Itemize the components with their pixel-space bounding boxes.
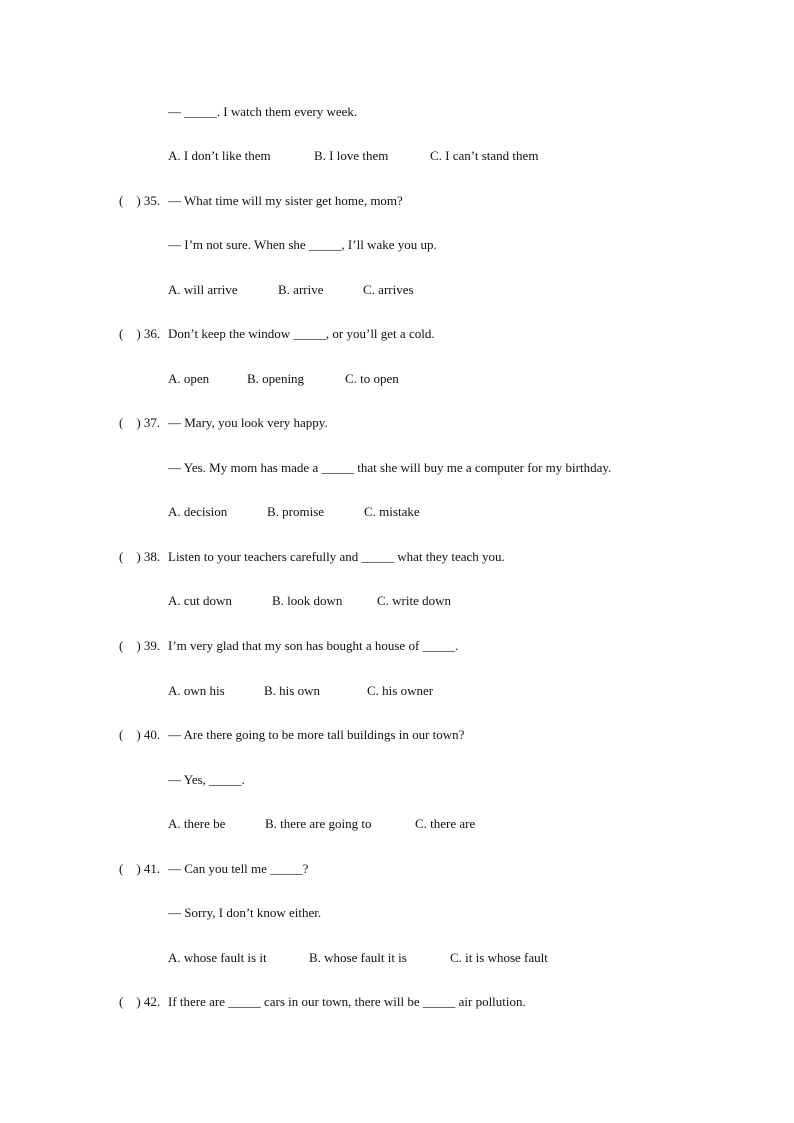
q39-option-c: C. his owner bbox=[367, 683, 434, 698]
q37-option-a: A. decision bbox=[168, 504, 228, 519]
q41-stem: — Can you tell me _____? bbox=[168, 861, 309, 876]
q40-option-c: C. there are bbox=[415, 816, 476, 831]
q36-stem: Don’t keep the window _____, or you’ll get a cold. bbox=[168, 326, 435, 341]
q40-option-b: B. there are going to bbox=[265, 816, 372, 831]
q40-stem: — Are there going to be more tall buildings in our town? bbox=[168, 727, 465, 742]
q40-number: ( ) 40. bbox=[119, 727, 161, 742]
q41-option-b: B. whose fault it is bbox=[309, 950, 407, 965]
q34-option-c: C. I can’t stand them bbox=[430, 148, 539, 163]
q37-number: ( ) 37. bbox=[119, 415, 161, 430]
q37-option-c: C. mistake bbox=[364, 504, 420, 519]
q38-option-b: B. look down bbox=[272, 593, 343, 608]
q42-number: ( ) 42. bbox=[119, 994, 161, 1009]
q37-option-b: B. promise bbox=[267, 504, 325, 519]
q39-stem: I’m very glad that my son has bought a house of _____. bbox=[168, 638, 459, 653]
q35-number: ( ) 35. bbox=[119, 193, 161, 208]
q37-reply: — Yes. My mom has made a _____ that she will buy me a computer for my birthday. bbox=[168, 460, 612, 475]
q35-option-a: A. will arrive bbox=[168, 282, 238, 297]
q38-stem: Listen to your teachers carefully and _____ what they teach you. bbox=[168, 549, 505, 564]
q37-stem: — Mary, you look very happy. bbox=[168, 415, 328, 430]
q35-reply: — I’m not sure. When she _____, I’ll wake you up. bbox=[168, 237, 437, 252]
q36-option-c: C. to open bbox=[345, 371, 399, 386]
q39-number: ( ) 39. bbox=[119, 638, 161, 653]
q36-option-b: B. opening bbox=[247, 371, 305, 386]
q35-option-b: B. arrive bbox=[278, 282, 324, 297]
q38-number: ( ) 38. bbox=[119, 549, 161, 564]
q34-option-a: A. I don’t like them bbox=[168, 148, 271, 163]
q34-reply: — _____. I watch them every week. bbox=[168, 104, 358, 119]
q38-option-a: A. cut down bbox=[168, 593, 232, 608]
q39-option-a: A. own his bbox=[168, 683, 225, 698]
q36-option-a: A. open bbox=[168, 371, 210, 386]
q41-number: ( ) 41. bbox=[119, 861, 161, 876]
q39-option-b: B. his own bbox=[264, 683, 320, 698]
q41-option-a: A. whose fault is it bbox=[168, 950, 267, 965]
q35-option-c: C. arrives bbox=[363, 282, 414, 297]
q40-option-a: A. there be bbox=[168, 816, 226, 831]
q42-stem: If there are _____ cars in our town, there will be _____ air pollution. bbox=[168, 994, 526, 1009]
q36-number: ( ) 36. bbox=[119, 326, 161, 341]
q41-reply: — Sorry, I don’t know either. bbox=[168, 905, 322, 920]
q35-stem: — What time will my sister get home, mom? bbox=[168, 193, 403, 208]
q41-option-c: C. it is whose fault bbox=[450, 950, 548, 965]
q34-option-b: B. I love them bbox=[314, 148, 389, 163]
q38-option-c: C. write down bbox=[377, 593, 452, 608]
q40-reply: — Yes, _____. bbox=[168, 772, 245, 787]
